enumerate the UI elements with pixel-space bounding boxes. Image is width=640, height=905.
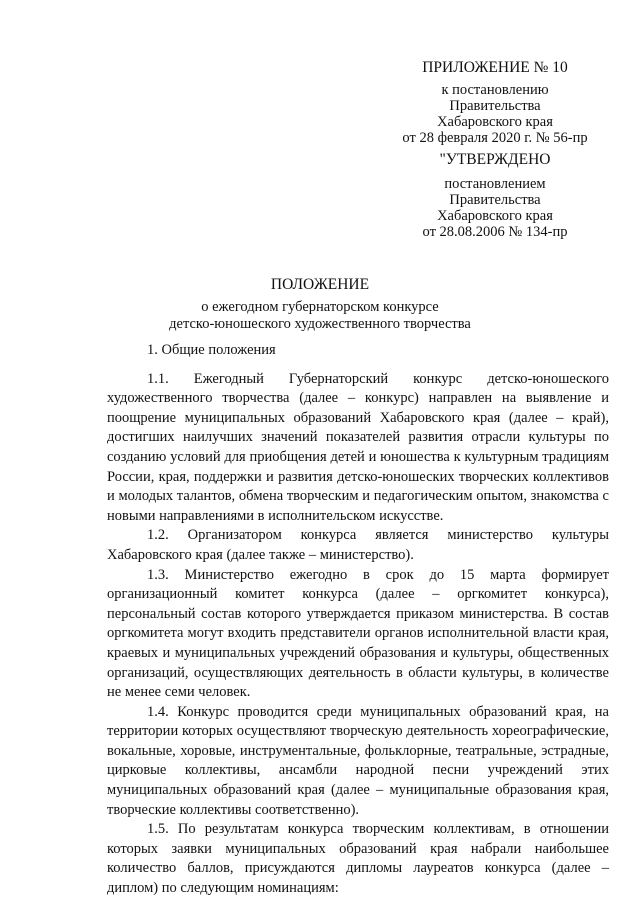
paragraph-1-1: 1.1. Ежегодный Губернаторский конкурс детско-юношеского художественного творчества (далее – конкурс) направлен на выявление и поощрение муниципальных образований Хабаровского края (далее – край), достигших наилучших значений показателей развития отрасли культуры по созданию условий для приобщения детей и юношества к культурным традициям России, края, поддержки и развития детско-юношеских творческих коллективов и молодых талантов, обмена творческим и педагогическим опытом, знакомства с новыми направлениями в исполнительском искусстве. xyxy=(107,370,609,524)
annex-block xyxy=(390,60,600,146)
paragraph-1-3: 1.3. Министерство ежегодно в срок до 15 марта формирует организационный комитет конкурса (далее – оргкомитет конкурса), персональный состав которого утверждается приказом министерства. В состав оргкомитета могут входить представители органов исполнительной власти края, краевых и муниципальных учреждений образования и культуры, общественных организаций, осуществляющих деятельность в области культуры, в количестве не менее семи человек. xyxy=(107,566,609,701)
annex-line: Хабаровского края xyxy=(437,114,553,130)
paragraph-1-5: 1.5. По результатам конкурса творческим коллективам, в отношении которых заявки муниципальных образований края набрали наибольшее количество баллов, присуждаются дипломы лауреатов конкурса (далее – диплом) по следующим номинациям: xyxy=(107,821,609,897)
document-subtitle-line: детско-юношеского художественного творчества xyxy=(169,316,471,332)
document-title-block xyxy=(110,276,530,333)
document-title: ПОЛОЖЕНИЕ xyxy=(270,276,370,293)
document-body xyxy=(107,341,609,899)
paragraph-1-2: 1.2. Организатором конкурса является министерство культуры Хабаровского края (далее также – министерство). xyxy=(107,527,609,563)
annex-line: Правительства xyxy=(449,98,541,114)
document-subtitle-line: о ежегодном губернаторском конкурсе xyxy=(201,299,439,315)
paragraph-1-4: 1.4. Конкурс проводится среди муниципальных образований края, на территории которых осуществляют творческую деятельность хореографические, вокальные, хоровые, инструментальные, фольклорные, театральные, эстрадные, цирковые коллективы, ансамбли народной песни учреждений этих муниципальных образований края (далее – муниципальные образования края, творческие коллективы соответственно). xyxy=(107,703,609,818)
annex-title: ПРИЛОЖЕНИЕ № 10 xyxy=(422,59,568,76)
approval-line: постановлением xyxy=(444,176,546,192)
approval-block xyxy=(390,152,600,240)
approval-line: от 28.08.2006 № 134-пр xyxy=(422,224,568,240)
annex-line: к постановлению xyxy=(441,82,549,98)
approval-title: "УТВЕРЖДЕНО xyxy=(439,151,551,168)
annex-line: от 28 февраля 2020 г. № 56-пр xyxy=(402,130,588,146)
approval-line: Хабаровского края xyxy=(437,208,553,224)
approval-line: Правительства xyxy=(449,192,541,208)
section-heading: 1. Общие положения xyxy=(147,342,276,358)
